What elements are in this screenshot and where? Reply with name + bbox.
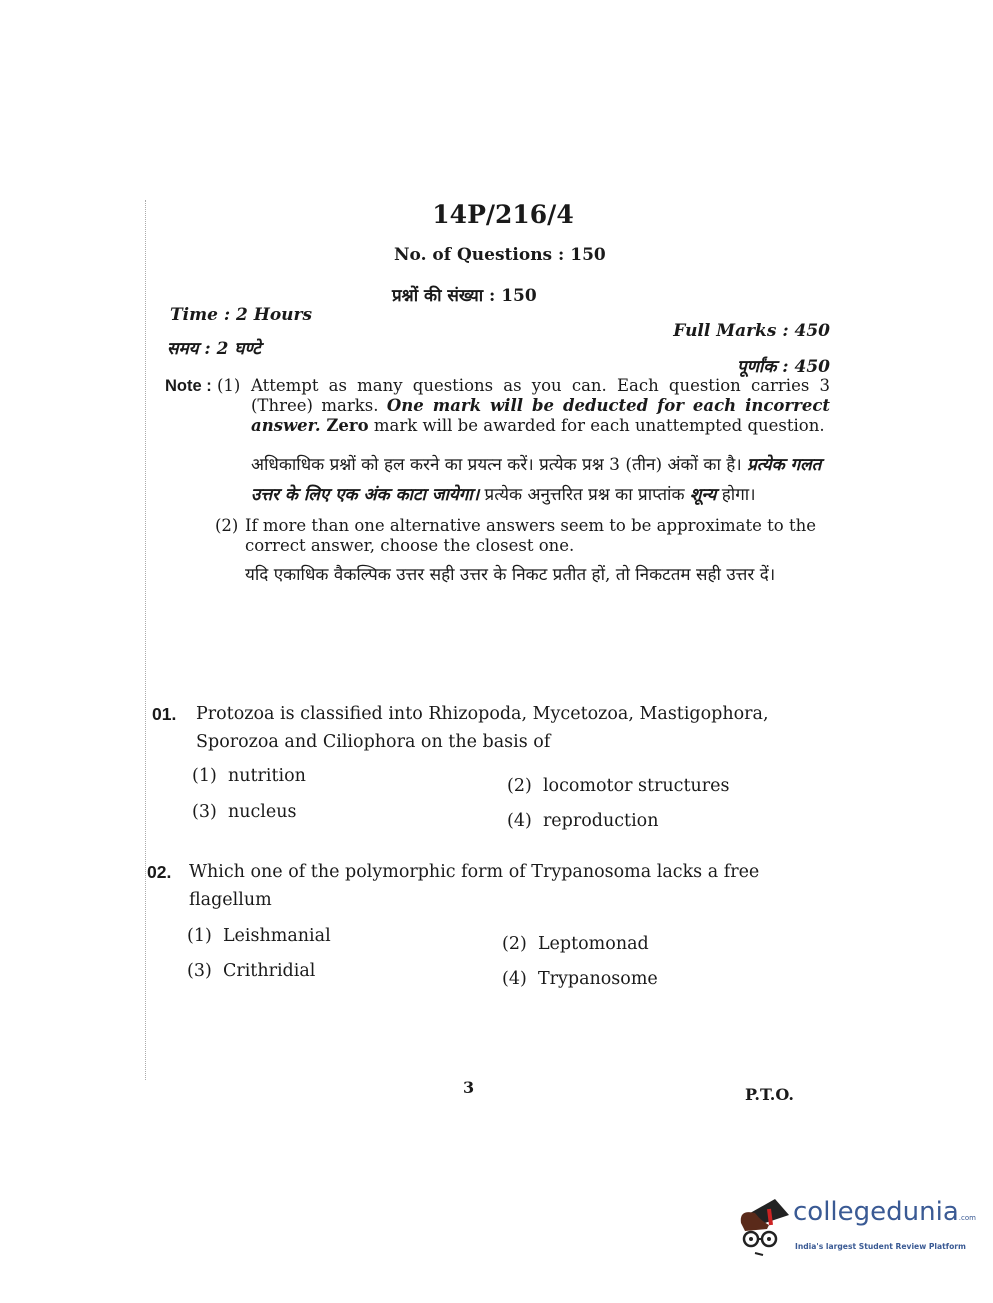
note-item-2-number: (2) (215, 516, 239, 535)
note-text-hi: प्रत्येक अनुत्तरित प्रश्न का प्राप्तांक (479, 485, 690, 505)
time-en: Time : 2 Hours (170, 305, 313, 325)
question-text: Protozoa is classified into Rhizopoda, Mycetozoa, Mastigophora, Sporozoa and Ciliophora on the basis of (196, 704, 769, 752)
option-text: Leishmanial (222, 926, 331, 946)
question-number: 01. (152, 704, 177, 724)
full-marks-hi: पूर्णांक : 450 (736, 357, 830, 377)
option-number: (4) (507, 811, 532, 831)
note-zero-text: Zero (320, 416, 369, 435)
time-hi: समय : 2 घण्टे (167, 339, 261, 359)
brand-name (793, 1197, 976, 1227)
note-text: mark will be awarded for each unattempted question. (368, 416, 825, 435)
note-penalty-text: One mark will be deducted for each incorrect answer. (251, 396, 830, 435)
question-2-option-1 (187, 926, 331, 946)
option-text: nutrition (227, 766, 306, 786)
option-text: locomotor structures (542, 776, 730, 796)
option-number: (3) (192, 802, 217, 822)
note-item-2 (215, 516, 830, 590)
note-text: Attempt as many questions as you can. Each question carries 3 (Three) marks. (251, 376, 830, 415)
num-questions-hi: प्रश्नों की संख्या : 150 (392, 286, 537, 306)
question-1-option-2 (507, 776, 730, 796)
question-2-option-2 (502, 934, 649, 954)
page-number: 3 (463, 1078, 475, 1097)
num-questions-en: No. of Questions : 150 (394, 245, 606, 265)
question-2 (147, 858, 812, 914)
question-1 (152, 700, 817, 756)
option-number: (2) (507, 776, 532, 796)
full-marks-en: Full Marks : 450 (673, 321, 830, 341)
option-number: (2) (502, 934, 527, 954)
scan-margin-dots (145, 200, 147, 1080)
option-text: Trypanosome (537, 969, 658, 989)
collegedunia-watermark (735, 1195, 976, 1260)
note-item-1-hindi (251, 450, 830, 510)
pto-label: P.T.O. (745, 1085, 794, 1104)
option-number: (3) (187, 961, 212, 981)
option-text: Leptomonad (537, 934, 649, 954)
question-1-option-1 (192, 766, 306, 786)
note-penalty-text-hi: प्रत्येक गलत उत्तर के लिए एक अंक काटा जायेगा। (251, 455, 822, 505)
note-text-hi: अधिकाधिक प्रश्नों को हल करने का प्रयत्न करें। प्रत्येक प्रश्न 3 (तीन) अंकों का है। (251, 455, 748, 475)
question-text: Which one of the polymorphic form of Trypanosoma lacks a free flagellum (189, 862, 760, 910)
note-item-1-number: (1) (217, 376, 241, 395)
brand-suffix: .com (958, 1214, 976, 1222)
note-label: Note : (165, 377, 212, 395)
instructions-note (165, 376, 830, 590)
question-2-option-3 (187, 961, 315, 981)
question-2-option-4 (502, 969, 658, 989)
note-zero-text-hi: शून्य (689, 485, 717, 505)
note-text-hi: होगा। (716, 485, 756, 505)
option-text: nucleus (227, 802, 297, 822)
mascot-icon (735, 1195, 793, 1257)
paper-code: 14P/216/4 (432, 200, 574, 229)
option-number: (4) (502, 969, 527, 989)
option-text: Crithridial (222, 961, 316, 981)
option-text: reproduction (542, 811, 659, 831)
option-number: (1) (192, 766, 217, 786)
question-1-option-3 (192, 802, 297, 822)
note-item-2-english: If more than one alternative answers seem to be approximate to the correct answer, choose the closest one. (245, 516, 816, 555)
question-number: 02. (147, 862, 172, 882)
note-item-1-english (251, 376, 830, 436)
brand-tagline: India's largest Student Review Platform (795, 1242, 966, 1251)
question-1-option-4 (507, 811, 658, 831)
option-number: (1) (187, 926, 212, 946)
note-item-1 (217, 376, 830, 510)
note-item-2-hindi: यदि एकाधिक वैकल्पिक उत्तर सही उत्तर के निकट प्रतीत हों, तो निकटतम सही उत्तर दें। (245, 565, 776, 585)
brand-text: collegedunia (793, 1197, 959, 1227)
